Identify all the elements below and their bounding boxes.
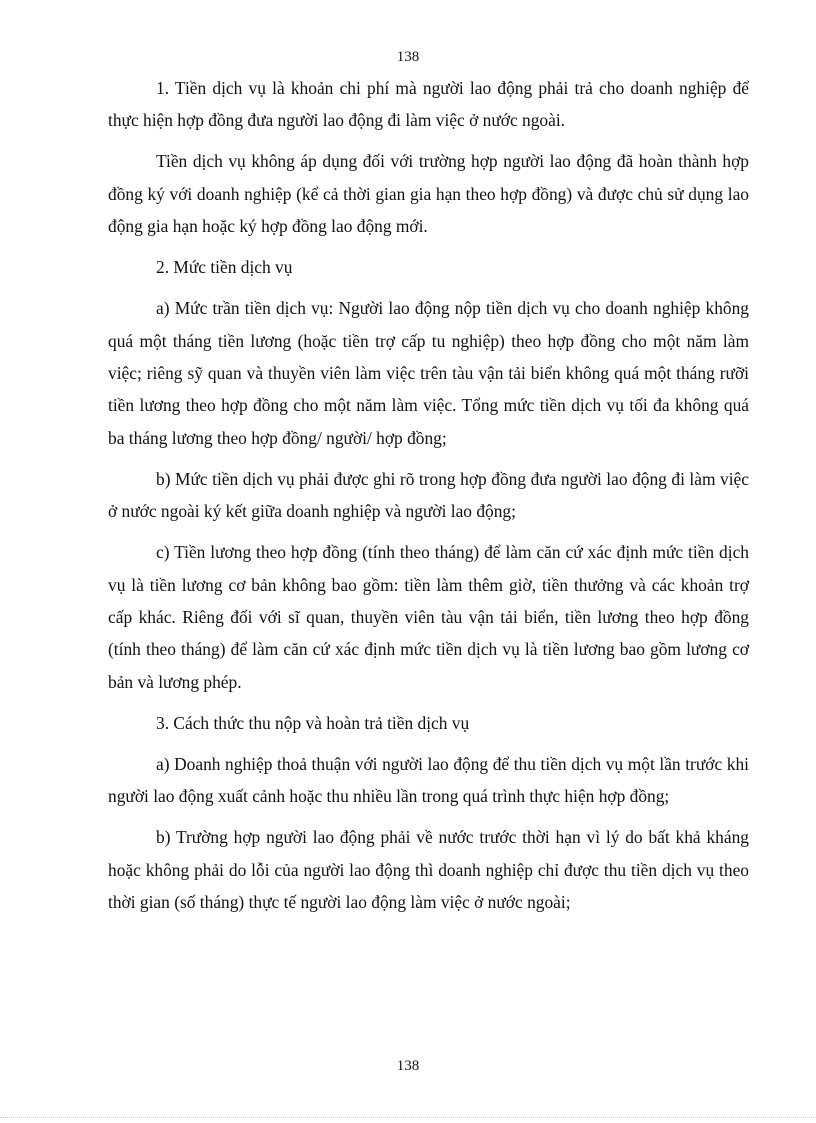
document-body — [108, 72, 749, 927]
paragraph-2a: a) Mức trần tiền dịch vụ: Người lao động nộp tiền dịch vụ cho doanh nghiệp không quá một tháng tiền lương (hoặc tiền trợ cấp tu nghiệp) theo hợp đồng cho một năm làm việc; riêng sỹ quan và thuyền viên làm việc trên tàu vận tải biển không quá một tháng rưỡi tiền lương theo hợp đồng cho một năm làm việc. Tổng mức tiền dịch vụ tối đa không quá ba tháng lương theo hợp đồng/ người/ hợp đồng; — [108, 298, 749, 448]
paragraph-2: Tiền dịch vụ không áp dụng đối với trường hợp người lao động đã hoàn thành hợp đồng ký với doanh nghiệp (kể cả thời gian gia hạn theo hợp đồng) và được chủ sử dụng lao động gia hạn hoặc ký hợp đồng lao động mới. — [108, 151, 749, 237]
page-number-bottom: 138 — [396, 1058, 420, 1074]
paragraph-2b: b) Mức tiền dịch vụ phải được ghi rõ trong hợp đồng đưa người lao động đi làm việc ở nước ngoài ký kết giữa doanh nghiệp và người lao động; — [108, 468, 749, 522]
paragraph-3b: b) Trường hợp người lao động phải về nước trước thời hạn vì lý do bất khả kháng hoặc không phải do lỗi của người lao động thì doanh nghiệp chỉ được thu tiền dịch vụ theo thời gian (số tháng) thực tế người lao động làm việc ở nước ngoài; — [108, 827, 749, 913]
section-heading-2: 2. Mức tiền dịch vụ — [156, 257, 293, 278]
section-heading-3: 3. Cách thức thu nộp và hoàn trả tiền dịch vụ — [156, 712, 470, 733]
page-bottom-divider — [0, 1117, 816, 1118]
paragraph-3a: a) Doanh nghiệp thoả thuận với người lao động để thu tiền dịch vụ một lần trước khi người lao động xuất cảnh hoặc thu nhiều lần trong quá trình thực hiện hợp đồng; — [108, 753, 749, 807]
page-number-top: 138 — [396, 49, 420, 65]
paragraph-1: 1. Tiền dịch vụ là khoản chi phí mà người lao động phải trả cho doanh nghiệp để thực hiện hợp đồng đưa người lao động đi làm việc ở nước ngoài. — [108, 78, 749, 131]
paragraph-2c: c) Tiền lương theo hợp đồng (tính theo tháng) để làm căn cứ xác định mức tiền dịch vụ là tiền lương cơ bản không bao gồm: tiền làm thêm giờ, tiền thưởng và các khoản trợ cấp khác. Riêng đối với sĩ quan, thuyền viên tàu vận tải biển, tiền lương theo hợp đồng (tính theo tháng) để làm căn cứ xác định mức tiền dịch vụ là tiền lương bao gồm lương cơ bản và lương phép. — [108, 542, 749, 692]
